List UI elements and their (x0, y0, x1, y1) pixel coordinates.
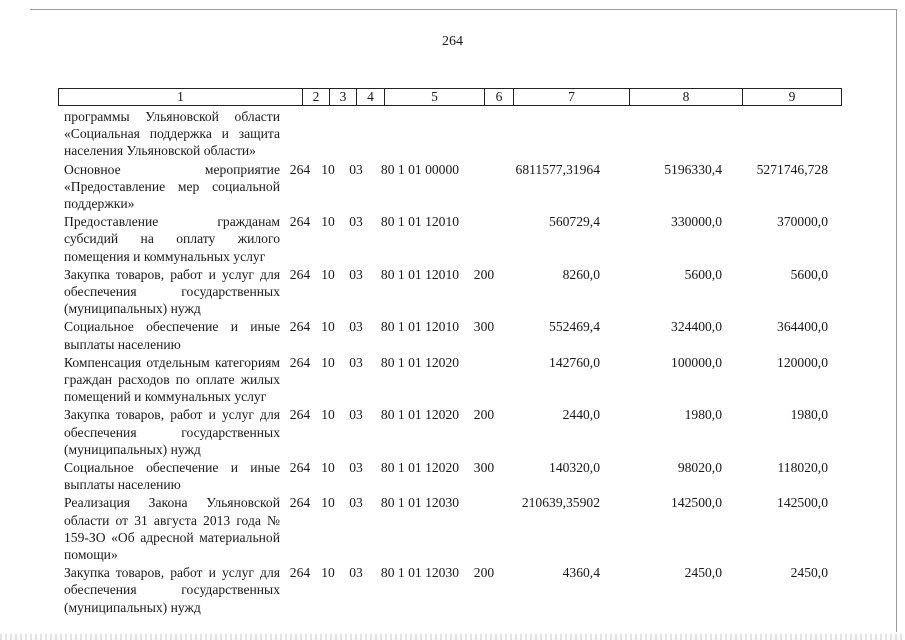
row-col-5: 80 1 01 12010 (380, 319, 460, 335)
row-col-4: 03 (349, 354, 363, 370)
header-col-3: 3 (330, 89, 357, 105)
table-row (64, 406, 840, 458)
header-col-1: 1 (59, 89, 303, 105)
row-col-3: 10 (321, 161, 335, 177)
row-col-3: 10 (321, 460, 335, 476)
row-col-6 (470, 354, 498, 406)
header-col-9: 9 (788, 89, 796, 104)
row-col-3: 10 (321, 407, 335, 423)
row-col-7: 552469,4 (549, 319, 600, 335)
row-col-7: 142760,0 (549, 354, 600, 370)
table-row (64, 564, 840, 616)
row-col-7: 560729,4 (549, 214, 600, 230)
row-col-9: 364400,0 (777, 319, 828, 335)
row-col-8 (614, 108, 726, 160)
row-col-4: 03 (349, 319, 363, 335)
row-col-9: 5600,0 (790, 266, 828, 282)
row-col-2: 264 (289, 460, 311, 476)
row-col-8: 2450,0 (684, 565, 722, 581)
row-col-3: 10 (321, 495, 335, 511)
scan-artifact (0, 634, 905, 640)
table-row (64, 318, 840, 352)
header-col-7: 7 (514, 89, 630, 105)
row-col-4: 03 (349, 161, 363, 177)
row-name: Закупка товаров, работ и услуг для обеспечения государственных (муниципальных) нужд (64, 266, 280, 317)
row-col-2: 264 (289, 266, 311, 282)
row-col-2: 264 (289, 214, 311, 230)
header-col-8: 8 (630, 89, 743, 105)
row-col-8: 5600,0 (684, 266, 722, 282)
row-col-9: 1980,0 (790, 407, 828, 423)
row-col-8: 142500,0 (671, 495, 722, 511)
row-name: Реализация Закона Ульяновской области от 31 августа 2013 года № 159-ЗО «Об адресной материальной помощи» (64, 495, 280, 563)
row-name: Социальное обеспечение и иные выплаты населению (64, 460, 280, 493)
table-row (64, 494, 840, 563)
row-col-9 (726, 108, 840, 160)
row-col-5: 80 1 01 12030 (380, 495, 460, 511)
row-name: программы Ульяновской области «Социальная поддержка и защита населения Ульяновской области» (64, 109, 280, 159)
row-col-8: 324400,0 (671, 319, 722, 335)
row-col-5: 80 1 01 12020 (380, 460, 460, 476)
page-number: 264 (442, 34, 463, 49)
row-col-3: 10 (321, 565, 335, 581)
row-col-7: 6811577,31964 (515, 161, 600, 177)
row-col-4: 03 (349, 407, 363, 423)
row-col-5: 80 1 01 12030 (380, 565, 460, 581)
row-col-9: 370000,0 (777, 214, 828, 230)
row-col-2 (286, 108, 314, 160)
row-name: Закупка товаров, работ и услуг для обеспечения государственных (муниципальных) нужд (64, 565, 280, 615)
header-col-5: 5 (385, 89, 485, 105)
table-row (64, 108, 840, 160)
row-col-3: 10 (321, 266, 335, 282)
row-col-5: 80 1 01 12010 (380, 266, 460, 282)
row-col-6 (470, 108, 498, 160)
row-col-8: 330000,0 (671, 214, 722, 230)
row-col-3: 10 (321, 354, 335, 370)
row-col-2: 264 (289, 495, 311, 511)
header-col-2: 2 (303, 89, 330, 105)
page-frame-top (30, 9, 897, 10)
row-col-6: 200 (473, 565, 495, 581)
table-row (64, 161, 840, 213)
row-col-9: 118020,0 (777, 460, 828, 476)
row-name: Закупка товаров, работ и услуг для обеспечения государственных (муниципальных) нужд (64, 407, 280, 457)
row-name: Компенсация отдельным категориям граждан расходов по оплате жилых помещений и коммунальных услуг (64, 354, 280, 405)
header-col-4: 4 (357, 89, 385, 105)
row-col-8: 100000,0 (671, 354, 722, 370)
table-body (64, 108, 840, 617)
table-row (64, 354, 840, 406)
page-frame-right (896, 9, 897, 632)
row-col-5: 80 1 01 12020 (380, 407, 460, 423)
row-col-8: 5196330,4 (664, 161, 722, 177)
row-col-7 (498, 108, 614, 160)
row-col-7: 140320,0 (549, 460, 600, 476)
row-col-6 (470, 161, 498, 213)
row-col-3: 10 (321, 319, 335, 335)
row-col-2: 264 (289, 354, 311, 370)
row-col-5: 80 1 01 00000 (380, 161, 460, 177)
row-col-5: 80 1 01 12020 (380, 354, 460, 370)
row-col-3 (314, 108, 342, 160)
row-col-2: 264 (289, 565, 311, 581)
row-col-7: 2440,0 (562, 407, 600, 423)
row-name: Социальное обеспечение и иные выплаты населению (64, 319, 280, 352)
row-col-6 (470, 494, 498, 563)
row-col-7: 4360,4 (562, 565, 600, 581)
row-col-4: 03 (349, 495, 363, 511)
row-col-6: 200 (473, 266, 495, 282)
row-col-6: 200 (473, 407, 495, 423)
table-row (64, 213, 840, 265)
row-col-4 (342, 108, 370, 160)
row-col-4: 03 (349, 565, 363, 581)
row-col-4: 03 (349, 266, 363, 282)
row-col-6: 300 (473, 460, 495, 476)
row-col-8: 1980,0 (684, 407, 722, 423)
row-col-4: 03 (349, 214, 363, 230)
row-col-9: 5271746,728 (756, 161, 828, 177)
row-col-8: 98020,0 (677, 460, 722, 476)
row-col-3: 10 (321, 214, 335, 230)
row-col-2: 264 (289, 161, 311, 177)
row-col-2: 264 (289, 319, 311, 335)
row-col-5 (370, 108, 470, 160)
table-row (64, 459, 840, 493)
table-header (58, 88, 842, 106)
row-col-7: 8260,0 (562, 266, 600, 282)
row-col-9: 120000,0 (777, 354, 828, 370)
row-name: Основное мероприятие «Предоставление мер социальной поддержки» (64, 161, 280, 212)
row-name: Предоставление гражданам субсидий на оплату жилого помещения и коммунальных услуг (64, 214, 280, 264)
row-col-4: 03 (349, 460, 363, 476)
row-col-7: 210639,35902 (521, 495, 600, 511)
row-col-9: 2450,0 (790, 565, 828, 581)
row-col-6 (470, 213, 498, 265)
table-row (64, 266, 840, 318)
row-col-6: 300 (473, 319, 495, 335)
row-col-2: 264 (289, 407, 311, 423)
row-col-9: 142500,0 (777, 495, 828, 511)
header-col-6: 6 (485, 89, 514, 105)
row-col-5: 80 1 01 12010 (380, 214, 460, 230)
